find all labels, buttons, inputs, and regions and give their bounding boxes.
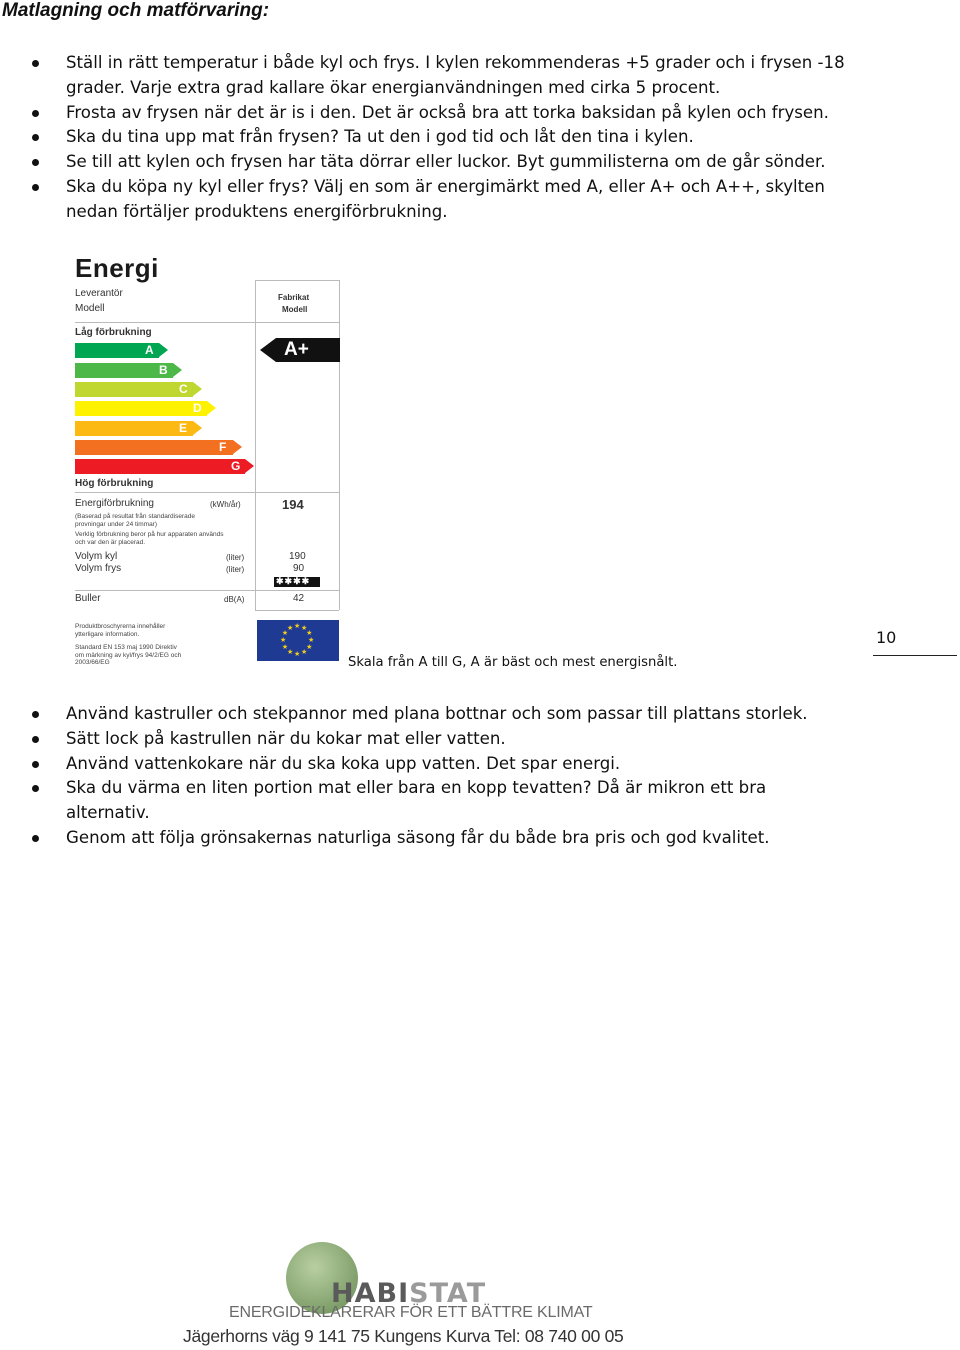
bullet-icon — [32, 785, 39, 792]
bullet-icon — [32, 134, 39, 141]
list-item-text: Sätt lock på kastrullen när du kokar mat eller vatten. — [66, 728, 506, 748]
list-item — [28, 727, 848, 752]
rating-value: A+ — [284, 339, 309, 360]
logo-part: STAT — [409, 1278, 487, 1309]
rating-arrow — [260, 338, 340, 362]
energy-class-bar-tip — [159, 343, 168, 357]
page-number-rule — [873, 655, 957, 656]
fridge-volume-value: 190 — [289, 551, 306, 562]
list-item — [28, 702, 848, 727]
bullet-icon — [32, 711, 39, 718]
page-heading: Matlagning och matförvaring: — [2, 0, 270, 21]
divider — [255, 610, 339, 611]
energy-class-letter: G — [231, 459, 241, 473]
list-item-text: Ska du tina upp mat från frysen? Ta ut den i god tid och låt den tina i kylen. — [66, 127, 694, 147]
list-item-text: Ställ in rätt temperatur i både kyl och frys. I kylen rekommenderas +5 grader och i frysen -18 grader. Varje extra grad kallare ökar energianvändningen med cirka 5 procent. — [66, 53, 845, 97]
bullet-icon — [32, 60, 39, 67]
bullet-icon — [32, 761, 39, 768]
energy-class-bar-body — [75, 382, 193, 397]
high-consumption-label: Hög förbrukning — [75, 478, 154, 489]
list-item-text: Använd vattenkokare när du ska koka upp vatten. Det spar energi. — [66, 753, 621, 773]
footer-address: Jägerhorns väg 9 141 75 Kungens Kurva Tel: 08 740 00 05 — [183, 1326, 624, 1346]
list-item — [28, 752, 848, 777]
energy-label — [64, 247, 346, 667]
eu-star-icon: ★ — [281, 630, 289, 637]
bullet-icon — [32, 159, 39, 166]
energy-class-letter: B — [159, 363, 168, 377]
eu-star-icon: ★ — [294, 623, 301, 630]
energy-class-bar-tip — [245, 459, 254, 473]
model-label-right: Modell — [282, 305, 308, 314]
energy-class-letter: A — [145, 343, 154, 357]
rating-arrow-tip — [260, 338, 276, 362]
eu-star-icon: ★ — [287, 624, 294, 632]
footer-slogan: ENERGIDEKLARERAR FÖR ETT BÄTTRE KLIMAT — [229, 1304, 593, 1321]
energy-class-bar-body — [75, 421, 193, 436]
noise-label: Buller — [75, 593, 101, 604]
energy-class-letter: D — [193, 401, 202, 415]
energy-class-letter: F — [219, 440, 227, 454]
low-consumption-label: Låg förbrukning — [75, 327, 152, 338]
bullet-icon — [32, 110, 39, 117]
energy-class-letter: E — [179, 421, 188, 435]
consumption-value: 194 — [282, 497, 304, 512]
list-item-text: Genom att följa grönsakernas naturliga säsong får du både bra pris och god kvalitet. — [66, 827, 770, 847]
energy-label-title: Energi — [75, 253, 159, 283]
list-item-text: Använd kastruller och stekpannor med plana bottnar och som passar till plattans storlek. — [66, 704, 808, 723]
energy-class-bar-tip — [193, 382, 202, 396]
freezer-volume-label: Volym frys — [75, 563, 122, 574]
consumption-note: Verklig förbrukning beror på hur apparaten används och var den är placerad. — [75, 531, 224, 546]
eu-star-icon: ★ — [308, 637, 315, 644]
tips-list-cooking — [28, 702, 848, 851]
list-item-text: Frosta av frysen när det är is i den. Det är också bra att torka baksidan på kylen och frysen. — [66, 102, 829, 122]
energy-class-bar-body — [75, 401, 207, 416]
list-item-text: Se till att kylen och frysen har täta dörrar eller luckor. Byt gummilisterna om de går sönder. — [66, 152, 826, 172]
eu-star-icon: ★ — [301, 624, 308, 632]
bullet-icon — [32, 736, 39, 743]
page-number: 10 — [876, 628, 897, 647]
energy-class-bar-body — [75, 459, 245, 474]
brochure-note: Produktbroschyrerna innehåller ytterligare information. — [75, 623, 166, 638]
energy-class-letter: C — [179, 382, 188, 396]
bullet-icon — [32, 184, 39, 191]
eu-star-icon: ★ — [301, 649, 308, 657]
supplier-label: Leverantör — [75, 288, 123, 299]
list-item — [28, 175, 848, 225]
divider — [339, 280, 340, 610]
list-item — [28, 776, 848, 826]
divider — [75, 322, 339, 323]
fridge-volume-label: Volym kyl — [75, 551, 118, 562]
brand-label: Fabrikat — [278, 293, 310, 302]
standard-note: Standard EN 153 maj 1990 Direktiv om märkning av kyl/frys 94/2/EG och 2003/66/EG — [75, 644, 182, 667]
consumption-label: Energiförbrukning — [75, 498, 154, 509]
label-caption: Skala från A till G, A är bäst och mest energisnålt. — [348, 655, 678, 670]
list-item-text: Ska du värma en liten portion mat eller bara en kopp tevatten? Då är mikron ett bra alternativ. — [66, 778, 767, 823]
divider — [255, 280, 256, 610]
bullet-icon — [32, 835, 39, 842]
eu-star-icon: ★ — [280, 637, 287, 644]
divider — [75, 590, 339, 591]
list-item — [28, 826, 848, 851]
logo-part: HABI — [331, 1278, 410, 1309]
model-label: Modell — [75, 303, 105, 314]
fridge-volume-unit: (liter) — [226, 553, 245, 562]
freezer-star-rating — [274, 577, 320, 587]
list-item — [28, 150, 848, 175]
energy-class-bar-body — [75, 440, 233, 455]
freezer-volume-unit: (liter) — [226, 565, 245, 574]
divider — [255, 280, 339, 281]
list-item — [28, 101, 848, 126]
eu-star-icon: ★ — [294, 651, 301, 658]
list-item — [28, 125, 848, 150]
tips-list-storage — [28, 51, 848, 225]
consumption-note: (Baserad på resultat från standardiserade provningar under 24 timmar) — [75, 513, 195, 528]
noise-value: 42 — [293, 593, 305, 604]
energy-class-bar-tip — [173, 363, 182, 377]
eu-star-icon: ★ — [306, 630, 313, 637]
eu-star-icon: ★ — [306, 644, 313, 651]
freezer-volume-value: 90 — [293, 563, 305, 574]
eu-star-icon: ★ — [287, 649, 294, 657]
eu-flag-icon — [257, 620, 339, 661]
freezer-stars-icon: ✱✱✱✱ — [276, 576, 311, 586]
eu-star-icon: ★ — [281, 644, 289, 651]
list-item-text: Ska du köpa ny kyl eller frys? Välj en som är energimärkt med A, eller A+ och A++, skylten nedan förtäljer produktens energiförbrukning. — [66, 176, 825, 221]
consumption-unit: (kWh/år) — [210, 500, 241, 509]
energy-class-bar-tip — [207, 401, 216, 415]
divider — [75, 492, 339, 493]
noise-unit: dB(A) — [224, 595, 245, 604]
energy-class-bar-tip — [193, 421, 202, 435]
energy-class-bar-tip — [233, 440, 242, 454]
list-item — [28, 51, 848, 101]
